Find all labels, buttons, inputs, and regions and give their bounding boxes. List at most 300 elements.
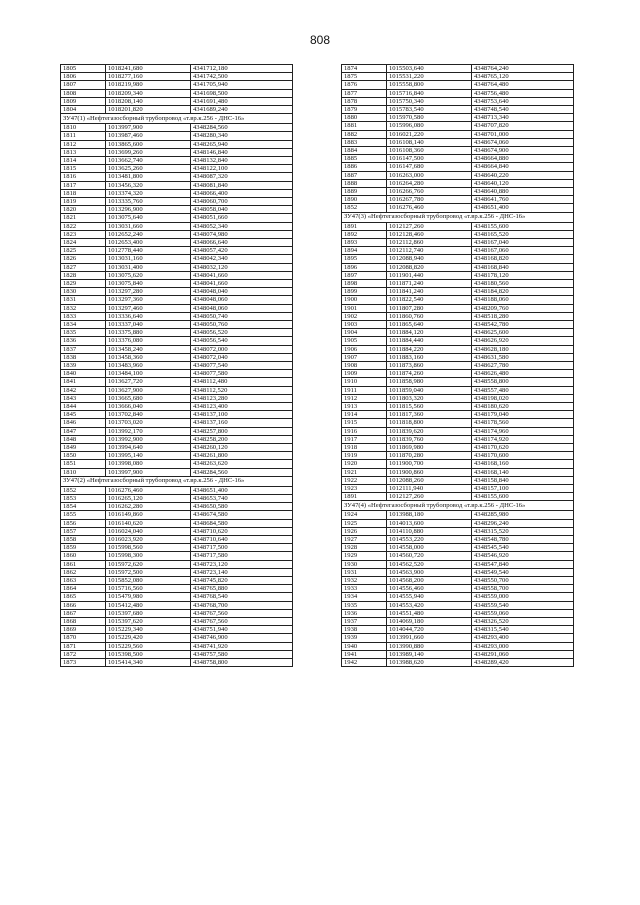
point-number: 1891 xyxy=(342,493,387,501)
coordinate-row xyxy=(342,642,574,650)
y-coordinate: 4348545,540 xyxy=(472,544,574,552)
coordinate-row xyxy=(61,544,293,552)
y-coordinate: 4348209,760 xyxy=(472,304,574,312)
x-coordinate: 1013989,140 xyxy=(387,650,472,658)
y-coordinate: 4348650,580 xyxy=(191,503,293,511)
x-coordinate: 1011884,120 xyxy=(387,329,472,337)
y-coordinate: 4348626,920 xyxy=(472,337,574,345)
coordinate-row xyxy=(342,81,574,89)
point-number: 1922 xyxy=(342,476,387,484)
point-number: 1914 xyxy=(342,411,387,419)
point-number: 1812 xyxy=(61,140,106,148)
y-coordinate: 4348542,780 xyxy=(472,321,574,329)
y-coordinate: 4348041,660 xyxy=(191,271,293,279)
y-coordinate: 4348559,540 xyxy=(472,601,574,609)
coordinate-row xyxy=(61,634,293,642)
point-number: 1926 xyxy=(342,527,387,535)
x-coordinate: 1013995,140 xyxy=(106,452,191,460)
y-coordinate: 4348315,520 xyxy=(472,527,574,535)
y-coordinate: 4348168,840 xyxy=(472,263,574,271)
point-number: 1923 xyxy=(342,485,387,493)
y-coordinate: 4348289,420 xyxy=(472,659,574,667)
y-coordinate: 4348558,800 xyxy=(472,378,574,386)
x-coordinate: 1013662,740 xyxy=(106,156,191,164)
x-coordinate: 1013703,020 xyxy=(106,419,191,427)
point-number: 1815 xyxy=(61,165,106,173)
point-number: 1889 xyxy=(342,188,387,196)
x-coordinate: 1015996,080 xyxy=(387,122,472,130)
point-number: 1825 xyxy=(61,247,106,255)
point-number: 1935 xyxy=(342,601,387,609)
x-coordinate: 1014562,520 xyxy=(387,560,472,568)
y-coordinate: 4348060,700 xyxy=(191,197,293,205)
x-coordinate: 1016262,280 xyxy=(106,503,191,511)
coordinate-row xyxy=(342,527,574,535)
x-coordinate: 1015229,340 xyxy=(106,626,191,634)
y-coordinate: 4341698,500 xyxy=(191,89,293,97)
point-number: 1902 xyxy=(342,312,387,320)
point-number: 1836 xyxy=(61,337,106,345)
point-number: 1891 xyxy=(342,222,387,230)
point-number: 1900 xyxy=(342,296,387,304)
x-coordinate: 1013997,900 xyxy=(106,468,191,476)
x-coordinate: 1013665,680 xyxy=(106,394,191,402)
coordinate-row xyxy=(342,329,574,337)
point-number: 1831 xyxy=(61,296,106,304)
point-number: 1839 xyxy=(61,362,106,370)
y-coordinate: 4348557,480 xyxy=(472,386,574,394)
coordinate-row xyxy=(342,394,574,402)
x-coordinate: 1013031,660 xyxy=(106,222,191,230)
y-coordinate: 4348048,060 xyxy=(191,304,293,312)
coordinate-row xyxy=(342,255,574,263)
coordinate-row xyxy=(342,65,574,73)
x-coordinate: 1018201,820 xyxy=(106,106,191,114)
coordinate-row xyxy=(342,345,574,353)
coordinate-row xyxy=(342,370,574,378)
point-number: 1941 xyxy=(342,650,387,658)
y-coordinate: 4348767,560 xyxy=(191,618,293,626)
coordinate-row xyxy=(342,650,574,658)
y-coordinate: 4348167,060 xyxy=(472,247,574,255)
x-coordinate: 1016108,360 xyxy=(387,147,472,155)
coordinate-row xyxy=(61,503,293,511)
coordinate-row xyxy=(61,444,293,452)
y-coordinate: 4348758,800 xyxy=(191,659,293,667)
point-number: 1909 xyxy=(342,370,387,378)
coordinate-row xyxy=(61,609,293,617)
coordinate-row xyxy=(61,197,293,205)
coordinate-row xyxy=(61,601,293,609)
y-coordinate: 4348112,480 xyxy=(191,378,293,386)
y-coordinate: 4348066,640 xyxy=(191,238,293,246)
coordinate-row xyxy=(61,362,293,370)
y-coordinate: 4348674,060 xyxy=(472,138,574,146)
y-coordinate: 4341742,500 xyxy=(191,73,293,81)
y-coordinate: 4348326,520 xyxy=(472,618,574,626)
x-coordinate: 1016276,460 xyxy=(106,486,191,494)
point-number: 1840 xyxy=(61,370,106,378)
coordinate-row xyxy=(61,527,293,535)
point-number: 1837 xyxy=(61,345,106,353)
y-coordinate: 4348180,620 xyxy=(472,403,574,411)
y-coordinate: 4348066,400 xyxy=(191,189,293,197)
x-coordinate: 1013994,640 xyxy=(106,444,191,452)
x-coordinate: 1013297,280 xyxy=(106,288,191,296)
x-coordinate: 1013376,080 xyxy=(106,337,191,345)
x-coordinate: 1013297,360 xyxy=(106,296,191,304)
point-number: 1918 xyxy=(342,444,387,452)
x-coordinate: 1013031,160 xyxy=(106,255,191,263)
y-coordinate: 4348757,580 xyxy=(191,650,293,658)
coordinate-row xyxy=(342,618,574,626)
coordinate-row xyxy=(61,124,293,132)
coordinate-row xyxy=(342,279,574,287)
point-number: 1826 xyxy=(61,255,106,263)
y-coordinate: 4348180,560 xyxy=(472,279,574,287)
y-coordinate: 4348631,580 xyxy=(472,353,574,361)
x-coordinate: 1015531,220 xyxy=(387,73,472,81)
x-coordinate: 1013699,260 xyxy=(106,148,191,156)
x-coordinate: 1011884,220 xyxy=(387,345,472,353)
coordinates-table-right xyxy=(341,64,574,667)
point-number: 1888 xyxy=(342,179,387,187)
point-number: 1874 xyxy=(342,65,387,73)
y-coordinate: 4341689,240 xyxy=(191,106,293,114)
coordinate-row xyxy=(61,435,293,443)
coordinate-row xyxy=(342,73,574,81)
coordinate-row xyxy=(342,97,574,105)
x-coordinate: 1013991,660 xyxy=(387,634,472,642)
x-coordinate: 1016147,500 xyxy=(387,155,472,163)
point-number: 1886 xyxy=(342,163,387,171)
coordinate-row xyxy=(61,370,293,378)
x-coordinate: 1011841,240 xyxy=(387,288,472,296)
coordinate-row xyxy=(61,568,293,576)
point-number: 1908 xyxy=(342,362,387,370)
x-coordinate: 1012112,860 xyxy=(387,238,472,246)
coordinate-row xyxy=(61,394,293,402)
x-coordinate: 1014558,000 xyxy=(387,544,472,552)
x-coordinate: 1016149,860 xyxy=(106,511,191,519)
point-number: 1819 xyxy=(61,197,106,205)
y-coordinate: 4348745,820 xyxy=(191,577,293,585)
coordinate-row xyxy=(61,156,293,164)
coordinate-row xyxy=(342,222,574,230)
coordinate-row xyxy=(61,279,293,287)
coordinate-row xyxy=(342,568,574,576)
point-number: 1901 xyxy=(342,304,387,312)
x-coordinate: 1015558,800 xyxy=(387,81,472,89)
y-coordinate: 4348664,840 xyxy=(472,163,574,171)
y-coordinate: 4348641,760 xyxy=(472,196,574,204)
coordinate-row xyxy=(342,362,574,370)
coordinate-row xyxy=(342,560,574,568)
y-coordinate: 4348168,820 xyxy=(472,255,574,263)
point-number: 1811 xyxy=(61,132,106,140)
coordinate-row xyxy=(61,173,293,181)
coordinate-row xyxy=(61,312,293,320)
x-coordinate: 1013987,460 xyxy=(106,132,191,140)
x-coordinate: 1011871,240 xyxy=(387,279,472,287)
point-number: 1913 xyxy=(342,403,387,411)
coordinate-row xyxy=(342,147,574,155)
y-coordinate: 4348548,780 xyxy=(472,535,574,543)
point-number: 1872 xyxy=(61,650,106,658)
coordinate-row xyxy=(342,312,574,320)
y-coordinate: 4348315,540 xyxy=(472,626,574,634)
coordinate-row xyxy=(61,560,293,568)
point-number: 1920 xyxy=(342,460,387,468)
point-number: 1906 xyxy=(342,345,387,353)
y-coordinate: 4348765,120 xyxy=(472,73,574,81)
y-coordinate: 4348265,940 xyxy=(191,140,293,148)
point-number: 1852 xyxy=(342,204,387,212)
coordinate-row xyxy=(342,138,574,146)
y-coordinate: 4348167,040 xyxy=(472,238,574,246)
y-coordinate: 4348628,180 xyxy=(472,345,574,353)
point-number: 1842 xyxy=(61,386,106,394)
y-coordinate: 4348050,760 xyxy=(191,321,293,329)
point-number: 1818 xyxy=(61,189,106,197)
y-coordinate: 4348640,120 xyxy=(472,179,574,187)
y-coordinate: 4348751,940 xyxy=(191,626,293,634)
point-number: 1921 xyxy=(342,468,387,476)
x-coordinate: 1016147,680 xyxy=(387,163,472,171)
point-number: 1940 xyxy=(342,642,387,650)
point-number: 1871 xyxy=(61,642,106,650)
point-number: 1848 xyxy=(61,435,106,443)
point-number: 1932 xyxy=(342,577,387,585)
coordinate-row xyxy=(61,519,293,527)
x-coordinate: 1013336,640 xyxy=(106,312,191,320)
x-coordinate: 1011860,760 xyxy=(387,312,472,320)
section-header-row xyxy=(61,114,293,124)
point-number: 1866 xyxy=(61,601,106,609)
y-coordinate: 4348170,620 xyxy=(472,444,574,452)
y-coordinate: 4348640,220 xyxy=(472,171,574,179)
y-coordinate: 4348764,480 xyxy=(472,81,574,89)
y-coordinate: 4348052,340 xyxy=(191,222,293,230)
coordinate-row xyxy=(61,304,293,312)
y-coordinate: 4348741,920 xyxy=(191,642,293,650)
point-number: 1854 xyxy=(61,503,106,511)
point-number: 1912 xyxy=(342,394,387,402)
x-coordinate: 1011883,160 xyxy=(387,353,472,361)
x-coordinate: 1013998,080 xyxy=(106,460,191,468)
x-coordinate: 1013374,320 xyxy=(106,189,191,197)
point-number: 1885 xyxy=(342,155,387,163)
point-number: 1915 xyxy=(342,419,387,427)
y-coordinate: 4348546,920 xyxy=(472,552,574,560)
x-coordinate: 1018209,340 xyxy=(106,89,191,97)
y-coordinate: 4348123,400 xyxy=(191,403,293,411)
coordinate-row xyxy=(342,427,574,435)
x-coordinate: 1018277,160 xyxy=(106,73,191,81)
point-number: 1897 xyxy=(342,271,387,279)
point-number: 1927 xyxy=(342,535,387,543)
point-number: 1879 xyxy=(342,106,387,114)
x-coordinate: 1013988,620 xyxy=(387,659,472,667)
x-coordinate: 1013297,460 xyxy=(106,304,191,312)
x-coordinate: 1012128,460 xyxy=(387,230,472,238)
coordinate-row xyxy=(61,222,293,230)
x-coordinate: 1012088,260 xyxy=(387,476,472,484)
point-number: 1898 xyxy=(342,279,387,287)
x-coordinate: 1015398,500 xyxy=(106,650,191,658)
y-coordinate: 4348260,120 xyxy=(191,444,293,452)
point-number: 1857 xyxy=(61,527,106,535)
x-coordinate: 1014563,900 xyxy=(387,568,472,576)
coordinate-row xyxy=(342,171,574,179)
y-coordinate: 4348137,100 xyxy=(191,411,293,419)
x-coordinate: 1013997,900 xyxy=(106,124,191,132)
point-number: 1833 xyxy=(61,312,106,320)
coordinate-row xyxy=(342,114,574,122)
point-number: 1881 xyxy=(342,122,387,130)
y-coordinate: 4348559,000 xyxy=(472,593,574,601)
y-coordinate: 4348170,600 xyxy=(472,452,574,460)
x-coordinate: 1014044,720 xyxy=(387,626,472,634)
section-header-row xyxy=(61,476,293,486)
y-coordinate: 4348746,900 xyxy=(191,634,293,642)
y-coordinate: 4348081,840 xyxy=(191,181,293,189)
y-coordinate: 4348293,000 xyxy=(472,642,574,650)
coordinate-row xyxy=(342,411,574,419)
x-coordinate: 1015750,340 xyxy=(387,97,472,105)
y-coordinate: 4348056,540 xyxy=(191,337,293,345)
point-number: 1823 xyxy=(61,230,106,238)
y-coordinate: 4348674,900 xyxy=(472,147,574,155)
y-coordinate: 4348293,400 xyxy=(472,634,574,642)
point-number: 1925 xyxy=(342,519,387,527)
point-number: 1884 xyxy=(342,147,387,155)
x-coordinate: 1016263,000 xyxy=(387,171,472,179)
point-number: 1830 xyxy=(61,288,106,296)
coordinate-row xyxy=(342,577,574,585)
point-number: 1929 xyxy=(342,552,387,560)
x-coordinate: 1015412,480 xyxy=(106,601,191,609)
point-number: 1809 xyxy=(61,97,106,105)
x-coordinate: 1013992,170 xyxy=(106,427,191,435)
coordinate-row xyxy=(61,585,293,593)
x-coordinate: 1013075,620 xyxy=(106,271,191,279)
y-coordinate: 4348168,160 xyxy=(472,460,574,468)
coordinate-row xyxy=(61,535,293,543)
y-coordinate: 4341691,480 xyxy=(191,97,293,105)
point-number: 1907 xyxy=(342,353,387,361)
point-number: 1936 xyxy=(342,609,387,617)
point-number: 1869 xyxy=(61,626,106,634)
x-coordinate: 1016276,460 xyxy=(387,204,472,212)
point-number: 1876 xyxy=(342,81,387,89)
x-coordinate: 1015229,420 xyxy=(106,634,191,642)
x-coordinate: 1013075,640 xyxy=(106,214,191,222)
coordinate-row xyxy=(342,659,574,667)
point-number: 1844 xyxy=(61,403,106,411)
coordinate-row xyxy=(61,650,293,658)
x-coordinate: 1011900,860 xyxy=(387,468,472,476)
coordinate-row xyxy=(61,165,293,173)
x-coordinate: 1014553,220 xyxy=(387,535,472,543)
coordinate-row xyxy=(342,403,574,411)
point-number: 1910 xyxy=(342,378,387,386)
point-number: 1856 xyxy=(61,519,106,527)
x-coordinate: 1013627,720 xyxy=(106,378,191,386)
coordinate-row xyxy=(342,106,574,114)
point-number: 1829 xyxy=(61,279,106,287)
y-coordinate: 4348077,580 xyxy=(191,370,293,378)
coordinate-row xyxy=(342,130,574,138)
section-header-row xyxy=(342,212,574,222)
point-number: 1804 xyxy=(61,106,106,114)
coordinate-row xyxy=(342,122,574,130)
coordinate-row xyxy=(61,89,293,97)
y-coordinate: 4348280,340 xyxy=(191,132,293,140)
x-coordinate: 1011873,860 xyxy=(387,362,472,370)
point-number: 1937 xyxy=(342,618,387,626)
point-number: 1933 xyxy=(342,585,387,593)
point-number: 1846 xyxy=(61,419,106,427)
y-coordinate: 4348198,020 xyxy=(472,394,574,402)
point-number: 1911 xyxy=(342,386,387,394)
y-coordinate: 4348072,040 xyxy=(191,353,293,361)
point-number: 1928 xyxy=(342,544,387,552)
coordinate-row xyxy=(61,214,293,222)
coordinate-row xyxy=(61,263,293,271)
x-coordinate: 1012127,260 xyxy=(387,222,472,230)
point-number: 1896 xyxy=(342,263,387,271)
coordinate-row xyxy=(61,337,293,345)
coordinate-row xyxy=(342,247,574,255)
x-coordinate: 1015972,500 xyxy=(106,568,191,576)
coordinate-row xyxy=(61,329,293,337)
coordinate-row xyxy=(342,634,574,642)
coordinate-row xyxy=(342,485,574,493)
coordinate-row xyxy=(61,106,293,114)
coordinate-row xyxy=(342,89,574,97)
x-coordinate: 1015479,980 xyxy=(106,593,191,601)
page-number: 808 xyxy=(309,33,331,47)
x-coordinate: 1013483,960 xyxy=(106,362,191,370)
x-coordinate: 1015414,340 xyxy=(106,659,191,667)
point-number: 1938 xyxy=(342,626,387,634)
point-number: 1868 xyxy=(61,618,106,626)
point-number: 1875 xyxy=(342,73,387,81)
coordinate-row xyxy=(61,255,293,263)
coordinate-row xyxy=(342,179,574,187)
y-coordinate: 4348559,060 xyxy=(472,609,574,617)
x-coordinate: 1016108,140 xyxy=(387,138,472,146)
point-number: 1835 xyxy=(61,329,106,337)
x-coordinate: 1011865,640 xyxy=(387,321,472,329)
coordinate-row xyxy=(61,552,293,560)
x-coordinate: 1013375,880 xyxy=(106,329,191,337)
coordinate-row xyxy=(342,601,574,609)
coordinate-row xyxy=(342,230,574,238)
y-coordinate: 4348048,060 xyxy=(191,296,293,304)
x-coordinate: 1013625,260 xyxy=(106,165,191,173)
coordinate-row xyxy=(61,659,293,667)
point-number: 1860 xyxy=(61,552,106,560)
coordinate-row xyxy=(61,296,293,304)
point-number: 1863 xyxy=(61,577,106,585)
y-coordinate: 4348651,400 xyxy=(191,486,293,494)
coordinate-row xyxy=(342,519,574,527)
x-coordinate: 1011817,360 xyxy=(387,411,472,419)
point-number: 1942 xyxy=(342,659,387,667)
y-coordinate: 4348717,580 xyxy=(191,552,293,560)
